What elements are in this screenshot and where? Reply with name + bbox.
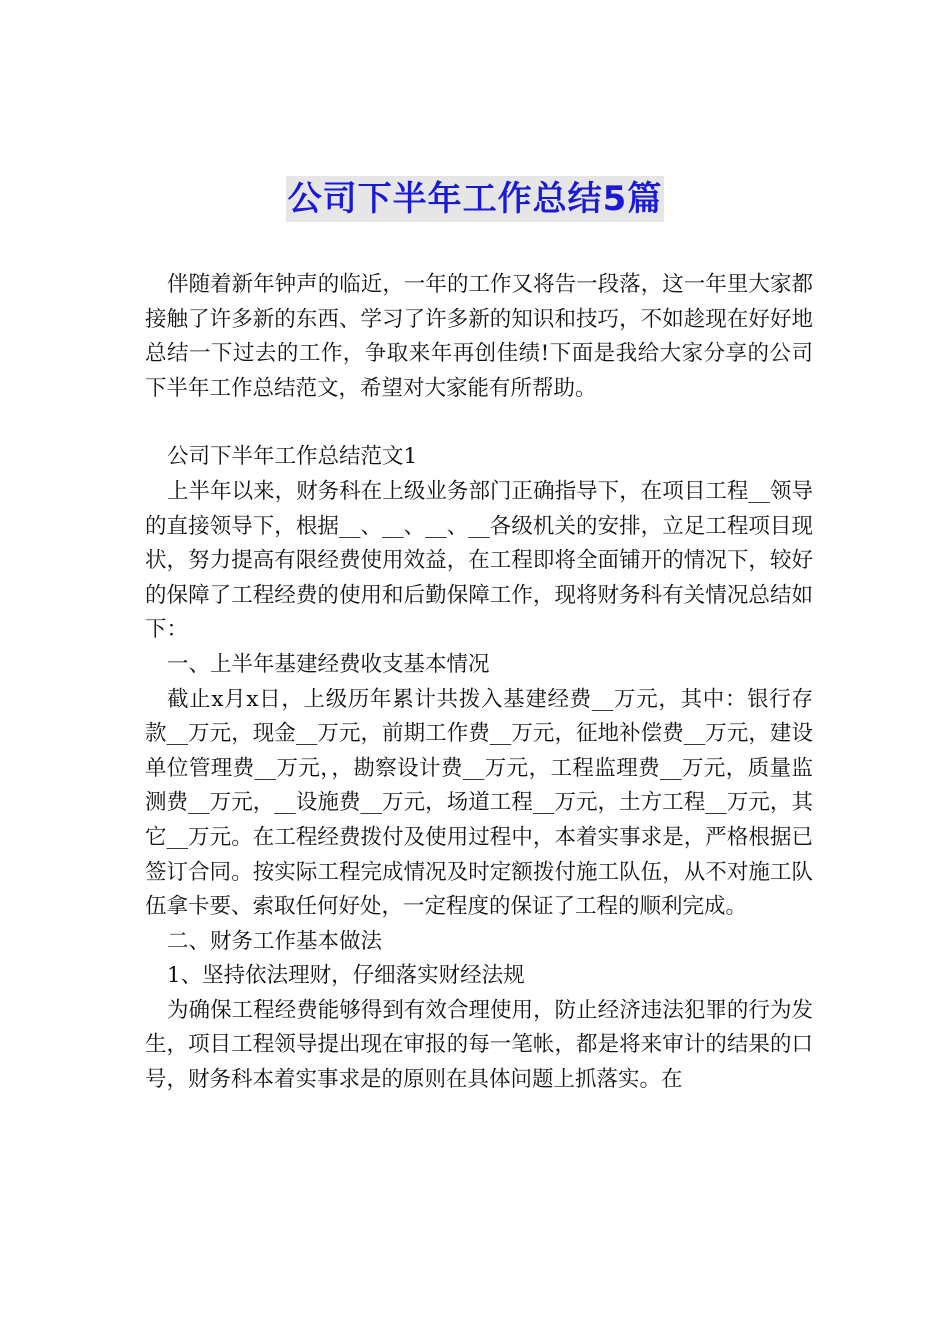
body-paragraph: 截止x月x日，上级历年累计共拨入基建经费__万元，其中：银行存款__万元，现金__万元，前期工作费__万元，征地补偿费__万元，建设单位管理费__万元，，勘察设计费__万元，工程监理费__万元，质量监测费__万元，__设施费__万元，场道工程__万元，土方工程__万元，其它__万元。在工程经费拨付及使用过程中，本着实事求是，严格根据已签订合同。按实际工程完成情况及时定额拨付施工队伍，从不对施工队伍拿卡要、索取任何好处，一定程度的保证了工程的顺利完成。	[145, 686, 813, 920]
document-title-text: 公司下半年工作总结5篇	[286, 176, 665, 222]
document-body	[145, 268, 813, 1098]
body-paragraph: 上半年以来，财务科在上级业务部门正确指导下，在项目工程__领导的直接领导下，根据__、__、__、__各级机关的安排，立足工程项目现状，努力提高有限经费使用效益，在工程即将全面铺开的情况下，较好的保障了工程经费的使用和后勤保障工作，现将财务科有关情况总结如下：	[145, 478, 813, 643]
body-paragraph: 为确保工程经费能够得到有效合理使用，防止经济违法犯罪的行为发生，项目工程领导提出现在审报的每一笔帐，都是将来审计的结果的口号，财务科本着实事求是的原则在具体问题上抓落实。在	[145, 997, 813, 1093]
subsection-heading: 1、坚持依法理财，仔细落实财经法规	[167, 963, 525, 989]
section-heading: 一、上半年基建经费收支基本情况	[167, 651, 490, 677]
section-heading: 二、财务工作基本做法	[167, 928, 383, 954]
document-title	[0, 176, 950, 222]
section-heading-sample-1: 公司下半年工作总结范文1	[167, 444, 418, 470]
intro-paragraph: 伴随着新年钟声的临近，一年的工作又将告一段落，这一年里大家都接触了许多新的东西、学习了许多新的知识和技巧，不如趁现在好好地总结一下过去的工作，争取来年再创佳绩!下面是我给大家分享的公司下半年工作总结范文，希望对大家能有所帮助。	[145, 272, 813, 401]
